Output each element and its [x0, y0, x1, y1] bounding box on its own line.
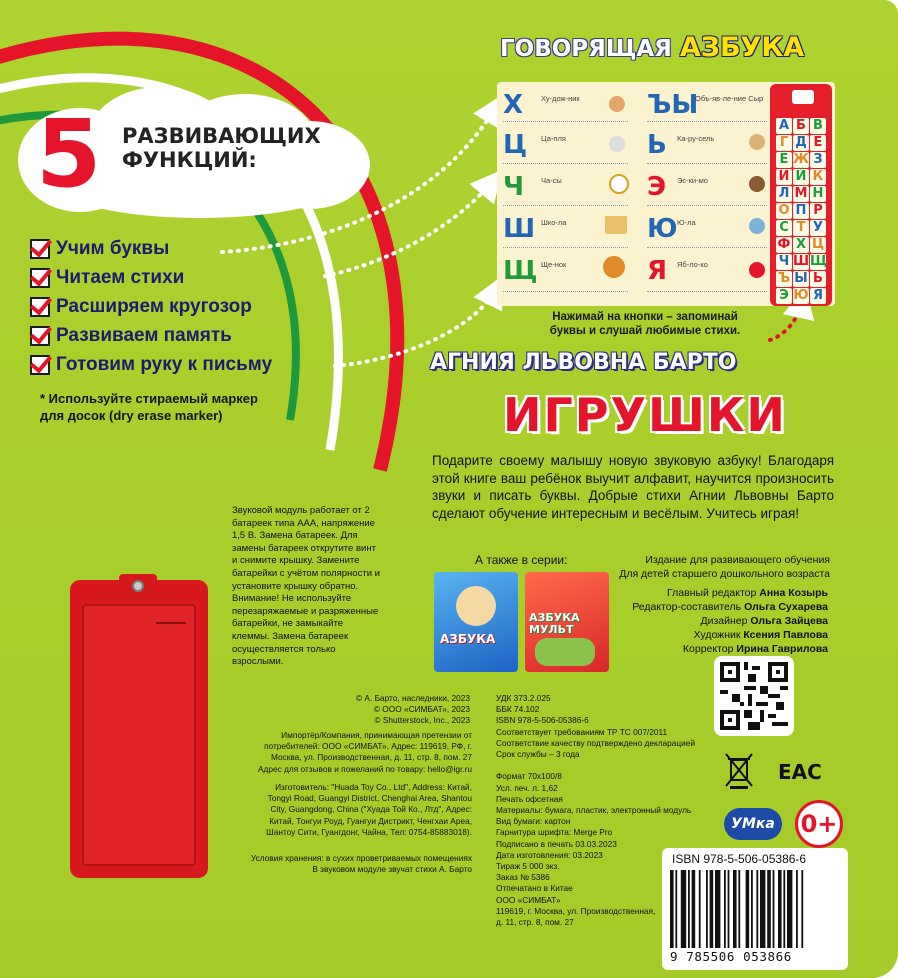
- letter-key: З: [810, 152, 826, 168]
- technical-line: Отпечатано в Китае: [496, 883, 573, 894]
- letter-key: Ю: [793, 288, 809, 303]
- feature-label: Развиваем память: [56, 325, 232, 346]
- panel-letter: Ц: [503, 130, 528, 160]
- barcode-icon: [670, 870, 842, 948]
- credit-line: Художник Ксения Павлова: [693, 629, 828, 641]
- copyright-line: © Shutterstock, Inc., 2023: [374, 715, 470, 726]
- feature-label: Учим буквы: [56, 238, 170, 259]
- letter-key: О: [776, 203, 792, 219]
- technical-line: ББК 74.102: [496, 704, 540, 715]
- letter-key: Я: [810, 288, 826, 304]
- press-note-line-2: буквы и слушай любимые стихи.: [549, 325, 741, 337]
- press-note-line-1: Нажимай на кнопки – запоминай: [552, 311, 738, 323]
- technical-line: Усл. печ. л. 1,62: [496, 782, 558, 793]
- copyright-block: [330, 693, 470, 727]
- clock-picture-icon: [609, 174, 629, 194]
- book-title: ИГРУШКИ: [503, 388, 787, 442]
- letter-key: К: [810, 169, 826, 185]
- technical-line: Соответствие качеству подтверждено декларацией: [496, 737, 696, 748]
- battery-cover-panel: [82, 604, 196, 866]
- brand-word-2: АЗБУКА: [679, 32, 805, 63]
- speaker-icon: [792, 90, 814, 104]
- ice-cream-picture-icon: [749, 176, 765, 192]
- technical-line: Заказ № 5386: [496, 872, 550, 883]
- panel-word: Ю-ла: [677, 218, 696, 227]
- barcode-digits: 9 785506 053866: [670, 949, 792, 964]
- letter-key: Ь: [810, 271, 826, 287]
- tracing-line: [503, 200, 628, 206]
- panel-letter: Э: [647, 172, 667, 202]
- technical-line: Гарнитура шрифта: Merge Pro: [496, 827, 613, 838]
- technical-line: Вид бумаги: картон: [496, 816, 571, 827]
- panel-word: Объ-яв-ле-ние Сыр: [695, 94, 764, 103]
- panel-letter: Х: [503, 90, 524, 120]
- credit-line: Редактор-составитель Ольга Сухарева: [632, 601, 828, 613]
- tracing-line: [503, 158, 628, 164]
- speaker-slot: [156, 622, 186, 624]
- letter-key: М: [794, 186, 808, 201]
- panel-word: Эс-ки-мо: [677, 176, 708, 185]
- letter-key: И: [776, 169, 792, 185]
- technical-line: д. 11, стр. 8, пом. 27: [496, 917, 574, 928]
- age-rating-badge: 0+: [795, 800, 843, 848]
- apple-picture-icon: [749, 262, 765, 278]
- letter-key: Б: [793, 118, 809, 134]
- technical-line: УДК 373.2.025: [496, 693, 551, 703]
- letter-key: Л: [776, 186, 792, 202]
- panel-word: Шко-ла: [541, 218, 567, 227]
- technical-line: [496, 760, 696, 771]
- letter-key: Ъ: [777, 271, 791, 286]
- qr-code-icon: [720, 662, 788, 730]
- school-picture-icon: [605, 216, 627, 234]
- qr-code: [714, 656, 794, 736]
- puppy-picture-icon: [603, 256, 625, 278]
- press-buttons-note: [520, 310, 770, 338]
- technical-line: Дата изготовления: 03.2023: [496, 849, 603, 860]
- tracing-line: [503, 116, 628, 122]
- tracing-line: [647, 200, 767, 206]
- copyright-line: © ООО «СИМБАТ», 2023: [373, 704, 470, 715]
- technical-line: Соответствует требованиям ТР ТС 007/2011: [496, 726, 668, 737]
- series-book-cover: [525, 572, 609, 672]
- functions-line-2: ФУНКЦИЙ:: [122, 148, 257, 172]
- letter-key: Щ: [810, 254, 828, 269]
- manufacturer-info: Изготовитель: "Huada Toy Co., Ltd", Address: Китай, Tongyi Road, Guangyi District, Chenghai Area, Shantou City, Guangdong, China ("Хуада Той Ко., Лтд", Адрес: Китай, Тонгуи Роуд, Гуангуи Дистрикт, Ченгхаи Ареа, Шантоу Сити, Гуангдонг, Чайна, Тел: 0754-85883018).: [266, 782, 472, 837]
- importer-info: Импортёр/Компания, принимающая претензии от потребителей: ООО «СИМБАТ». Адрес: 119619, РФ, г. Москва, ул. Производственная, д. 11, стр. 8, пом. 27: [264, 730, 472, 763]
- series-brand: [500, 32, 804, 63]
- sound-module-info: Звуковой модуль работает от 2 батареек типа ААА, напряжение 1,5 В. Замена батареек. Для замены батареек открутите винт и снимите крышку. Замените батарейки с учётом полярности и установите крышку обратно. Внимание! Не используйте перезаряжаемые и разряженные батарейки, не замыкайте клеммы. Замена батареек осуществляется только взрослыми.: [232, 505, 380, 668]
- tracing-line: [647, 286, 767, 292]
- artist-picture-icon: [609, 96, 625, 112]
- letter-key: Д: [793, 135, 809, 151]
- alphabet-row: [497, 128, 769, 168]
- edition-line-1: Издание для развивающего обучения: [645, 554, 830, 566]
- credit-line: Корректор Ирина Гаврилова: [682, 643, 828, 655]
- panel-letter: Я: [647, 256, 668, 286]
- module-poem-info: В звуковом модуле звучат стихи А. Барто: [312, 864, 472, 874]
- panel-letter: Ш: [503, 214, 536, 244]
- letter-key: Ё: [776, 152, 792, 168]
- series-book-title: АЗБУКА МУЛЬТ: [529, 611, 580, 636]
- umka-logo: УМка: [724, 808, 782, 840]
- tracing-line: [647, 116, 767, 122]
- panel-letter: Ь: [647, 130, 667, 160]
- feature-label: Расширяем кругозор: [56, 296, 252, 317]
- letter-key: Й: [793, 169, 809, 185]
- letter-key: Т: [793, 220, 809, 236]
- panel-word: Ка-ру-сель: [677, 134, 715, 143]
- credits-list: [600, 586, 828, 656]
- edition-info: [600, 553, 830, 581]
- panel-word: Ще-нок: [541, 260, 567, 269]
- technical-line: ISBN 978-5-506-05386-6: [496, 715, 589, 726]
- brand-word-1: ГОВОРЯЩАЯ: [500, 36, 672, 62]
- letter-key: Н: [810, 186, 826, 202]
- letter-key: Э: [776, 288, 792, 304]
- marker-note-line-1: * Используйте стираемый маркер: [40, 391, 258, 406]
- tracing-line: [647, 158, 767, 164]
- technical-line: Подписано в печать 03.03.2023: [496, 838, 617, 849]
- alphabet-row: [497, 170, 769, 210]
- sound-module-battery-cover: [70, 580, 208, 878]
- eac-mark: EAC: [778, 760, 822, 784]
- panel-word: Ца-пля: [541, 134, 566, 143]
- letter-key: Р: [810, 203, 826, 219]
- alphabet-row: [497, 212, 769, 252]
- tracing-line: [647, 242, 767, 248]
- feedback-info: Адрес для отзывов и пожеланий по товару: hello@igr.ru: [258, 764, 472, 774]
- tracing-line: [503, 286, 628, 292]
- letter-key: Г: [776, 135, 792, 151]
- heron-picture-icon: [609, 136, 625, 152]
- copyright-line: © А. Барто, наследники, 2023: [356, 693, 470, 703]
- technical-line: ООО «СИМБАТ»: [496, 894, 561, 905]
- storage-info: Условия хранения: в сухих проветриваемых помещениях: [250, 853, 472, 863]
- screw-icon: [132, 580, 144, 592]
- panel-letter: ЪЫ: [647, 90, 699, 120]
- letter-key: У: [810, 220, 826, 236]
- feature-label: Читаем стихи: [56, 267, 185, 288]
- letter-key: В: [810, 118, 826, 134]
- alphabet-row: [497, 254, 769, 294]
- panel-word: Ху-дож-ник: [541, 94, 580, 103]
- five-number: 5: [36, 100, 100, 209]
- sound-keypad: [770, 84, 832, 306]
- technical-line: Тираж 5 000 экз.: [496, 861, 560, 872]
- technical-line: Материалы: бумага, пластик, электронный модуль: [496, 805, 692, 816]
- series-book-title: АЗБУКА: [440, 632, 496, 646]
- alphabet-row: [497, 86, 769, 126]
- series-book-cover: [434, 572, 518, 672]
- letter-key: Ш: [793, 254, 810, 269]
- panel-letter: Ч: [503, 172, 525, 202]
- functions-line-1: РАЗВИВАЮЩИХ: [122, 124, 321, 148]
- letter-key: А: [776, 118, 792, 134]
- panel-letter: Ю: [647, 214, 678, 244]
- panel-word: Ча-сы: [541, 176, 562, 185]
- edition-line-2: Для детей старшего дошкольного возраста: [619, 568, 830, 580]
- book-description: Подарите своему малышу новую звуковую азбуку! Благодаря этой книге ваш ребёнок выучит алфавит, научится произносить звуки и писать буквы. Добрые стихи Агнии Львовны Барто сделают обучение интересным и весёлым. Учитесь играя!: [432, 453, 834, 521]
- technical-line: Формат 70x100/8: [496, 771, 562, 782]
- puppy-icon: [456, 586, 496, 626]
- letter-keys: [776, 118, 828, 304]
- isbn-barcode: [662, 848, 848, 970]
- technical-line: Срок службы – 3 года: [496, 749, 580, 760]
- technical-line: 119619, г. Москва, ул. Производственная,: [496, 905, 656, 916]
- letter-key: Е: [810, 135, 826, 151]
- letter-key: С: [776, 220, 792, 236]
- series-label: А также в серии:: [475, 553, 568, 567]
- marker-note-line-2: для досок (dry erase marker): [40, 408, 223, 423]
- panel-word: Яб-ло-ко: [677, 260, 708, 269]
- spinning-top-picture-icon: [749, 218, 765, 234]
- panel-letter: Щ: [503, 256, 538, 286]
- credit-line: Главный редактор Анна Козырь: [667, 587, 828, 599]
- letter-key: П: [793, 203, 809, 219]
- isbn-text: ISBN 978-5-506-05386-6: [672, 852, 807, 866]
- letter-key: Ж: [793, 152, 809, 167]
- letter-key: Ф: [777, 237, 791, 252]
- author-name: АГНИЯ ЛЬВОВНА БАРТО: [430, 350, 737, 375]
- technical-line: Печать офсетная: [496, 793, 563, 804]
- credit-line: Дизайнер Ольга Зайцева: [700, 615, 828, 627]
- letter-key: Ч: [776, 254, 792, 270]
- letter-key: Ы: [794, 271, 808, 286]
- letter-key: Х: [793, 237, 809, 253]
- crossed-bin-icon: [724, 752, 754, 790]
- carousel-picture-icon: [749, 134, 765, 150]
- feature-label: Готовим руку к письму: [56, 354, 273, 375]
- tracing-line: [503, 242, 628, 248]
- cartoon-characters-icon: [535, 638, 595, 666]
- letter-key: Ц: [811, 237, 825, 252]
